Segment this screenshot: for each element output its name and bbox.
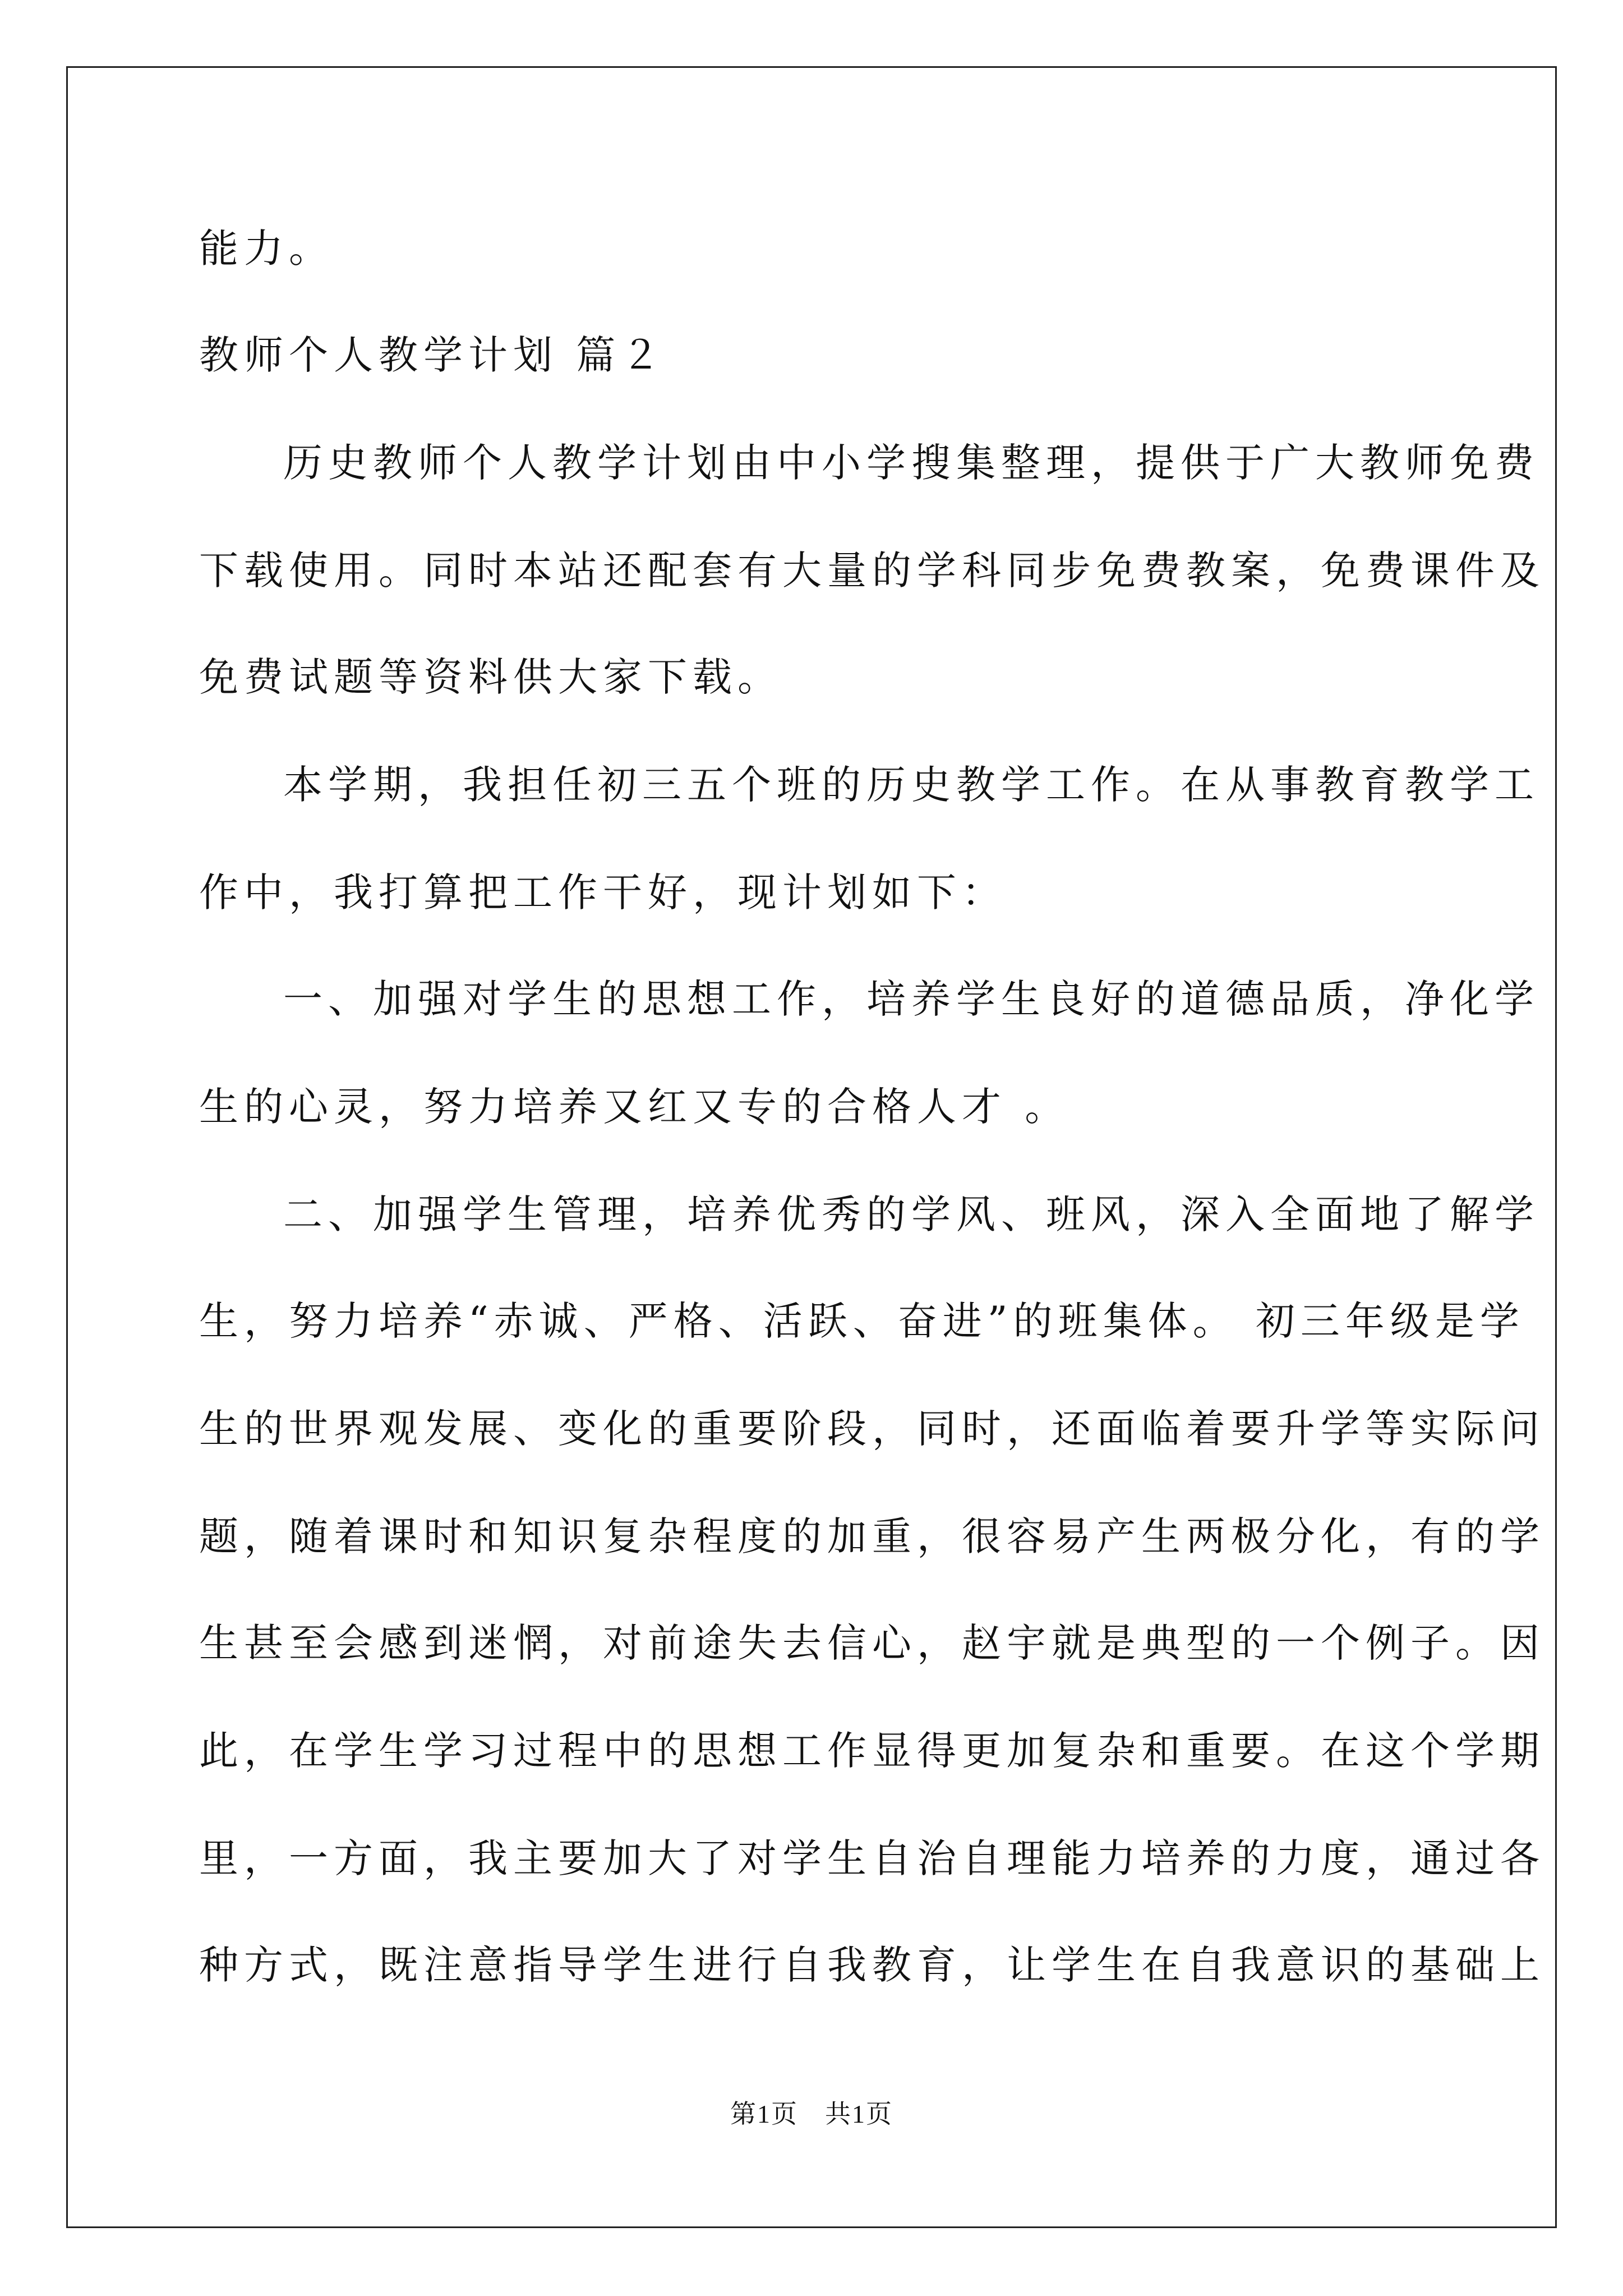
text-line: 题，随着课时和知识复杂程度的加重，很容易产生两极分化，有的学 xyxy=(199,1513,1545,1559)
text-line: 二、加强学生管理，培养优秀的学风、班风，深入全面地了解学 xyxy=(283,1191,1539,1237)
text-line: 生的心灵，努力培养又红又专的合格人才 。 xyxy=(199,1084,1070,1130)
text-line: 此，在学生学习过程中的思想工作显得更加复杂和重要。在这个学期 xyxy=(199,1728,1545,1774)
text-line: 历史教师个人教学计划由中小学搜集整理，提供于广大教师免费 xyxy=(283,440,1539,486)
text-line: 作中，我打算把工作干好，现计划如下： xyxy=(199,869,1007,915)
text-line: 本学期，我担任初三五个班的历史教学工作。在从事教育教学工 xyxy=(283,762,1539,808)
text-line: 生，努力培养“赤诚、严格、活跃、奋进”的班集体。 初三年级是学 xyxy=(199,1298,1525,1344)
text-line: 一、加强对学生的思想工作，培养学生良好的道德品质，净化学 xyxy=(283,976,1539,1022)
text-line: 生甚至会感到迷惘，对前途失去信心，赵宇就是典型的一个例子。因 xyxy=(199,1620,1545,1666)
text-line: 免费试题等资料供大家下载。 xyxy=(199,654,782,700)
page-border xyxy=(66,66,1557,2228)
page-number: 第1页 共1页 xyxy=(730,2100,893,2128)
text-line: 生的世界观发展、变化的重要阶段，同时，还面临着要升学等实际问 xyxy=(199,1406,1545,1452)
text-line: 能力。 xyxy=(199,226,334,272)
text-line: 下载使用。同时本站还配套有大量的学科同步免费教案，免费课件及 xyxy=(199,547,1545,593)
text-line: 里，一方面，我主要加大了对学生自治自理能力培养的力度，通过各 xyxy=(199,1835,1545,1881)
text-line: 种方式，既注意指导学生进行自我教育，让学生在自我意识的基础上 xyxy=(199,1942,1545,1988)
section-heading: 教师个人教学计划 篇２ xyxy=(199,332,666,378)
